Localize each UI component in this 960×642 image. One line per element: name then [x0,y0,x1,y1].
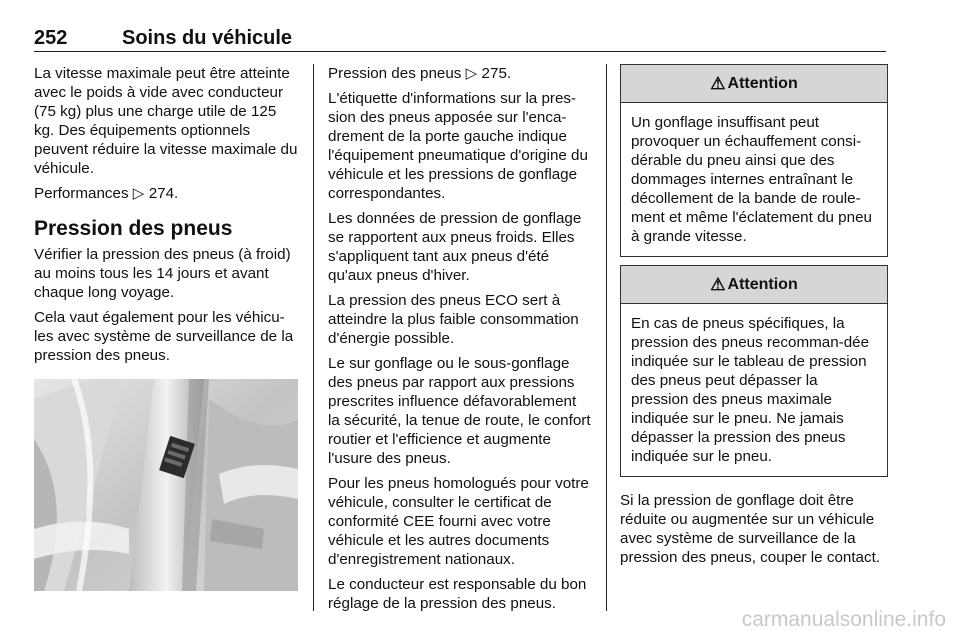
warning-box [620,64,888,257]
column-1 [34,64,300,591]
paragraph: Le conducteur est responsable du bon réglage de la pression des pneus. [328,576,587,612]
arrow-ref-icon: ▷ [465,65,478,82]
warning-title: Attention [727,75,798,92]
warning-text: Un gonflage insuffisant peut provoquer un échauffement consi-dérable du pneu ainsi que des dommages internes entraînant le décollement de la bande de roule-ment et même l'éclatement du pneu à grande vitesse. [631,114,872,245]
column-3 [620,64,888,573]
paragraph: Le sur gonflage ou le sous-gonflage des pneus par rapport aux pressions prescrites influence défavorablement la sécurité, la tenue de route, le confort routier et l'efficience et augmente l'usure des pneus. [328,355,591,467]
page-ref-link[interactable]: 274. [148,185,179,202]
column-2 [328,64,592,619]
page-header [34,26,886,50]
paragraph: La pression des pneus ECO sert à atteindre la plus faible consommation d'énergie possible. [328,292,579,347]
warning-triangle-icon: ⚠ [710,275,726,294]
paragraph: Vérifier la pression des pneus (à froid) au moins tous les 14 jours et avant chaque long voyage. [34,246,291,301]
page-ref-link[interactable]: 275. [481,65,512,82]
header-rule [34,51,886,52]
warning-text: En cas de pneus spécifiques, la pression des pneus recomman-dée indiquée sur le tableau de pression des pneus peut dépasser la pression des pneus maximale indiquée sur le pneu. Ne jamais dépasser la pression des pneus indiquée sur le pneu. [631,315,870,465]
paragraph: Cela vaut également pour les véhicu-les avec système de surveillance de la pression des pneus. [34,309,294,364]
watermark: carmanualsonline.info [741,608,946,631]
page-number: 252 [34,27,68,49]
warning-box [620,265,888,477]
warning-triangle-icon: ⚠ [710,74,726,93]
door-frame-label-photo [34,379,298,591]
section-title: Pression des pneus [34,217,233,240]
paragraph: L'étiquette d'informations sur la pres-sion des pneus apposée sur l'enca-drement de la porte gauche indique l'équipement pneumatique d'origine du véhicule et les pressions de gonflage correspondantes. [328,90,588,202]
paragraph: Performances ▷ 274. [34,185,179,202]
arrow-ref-icon: ▷ [132,185,145,202]
paragraph: La vitesse maximale peut être atteinte avec le poids à vide avec conducteur (75 kg) plus une charge utile de 125 kg. Des équipements optionnels peuvent réduire la vitesse maximale du véhicule. [34,65,298,177]
paragraph: Pour les pneus homologués pour votre véhicule, consulter le certificat de conformité CEE fourni avec votre véhicule et les autres documents d'enregistrement nationaux. [328,475,589,568]
paragraph: Les données de pression de gonflage se rapportent aux pneus froids. Elles s'appliquent tant aux pneus d'été qu'aux pneus d'hiver. [328,210,582,284]
warning-title: Attention [727,276,798,293]
running-title: Soins du véhicule [122,27,293,49]
paragraph: Pression des pneus ▷ 275. [328,65,512,82]
warning-header [621,65,887,103]
column-divider [313,64,314,611]
door-frame-illustration [34,379,298,591]
paragraph: Si la pression de gonflage doit être réduite ou augmentée sur un véhicule avec système de surveillance de la pression des pneus, couper le contact. [620,492,881,566]
column-divider [606,64,607,611]
warning-header [621,266,887,304]
